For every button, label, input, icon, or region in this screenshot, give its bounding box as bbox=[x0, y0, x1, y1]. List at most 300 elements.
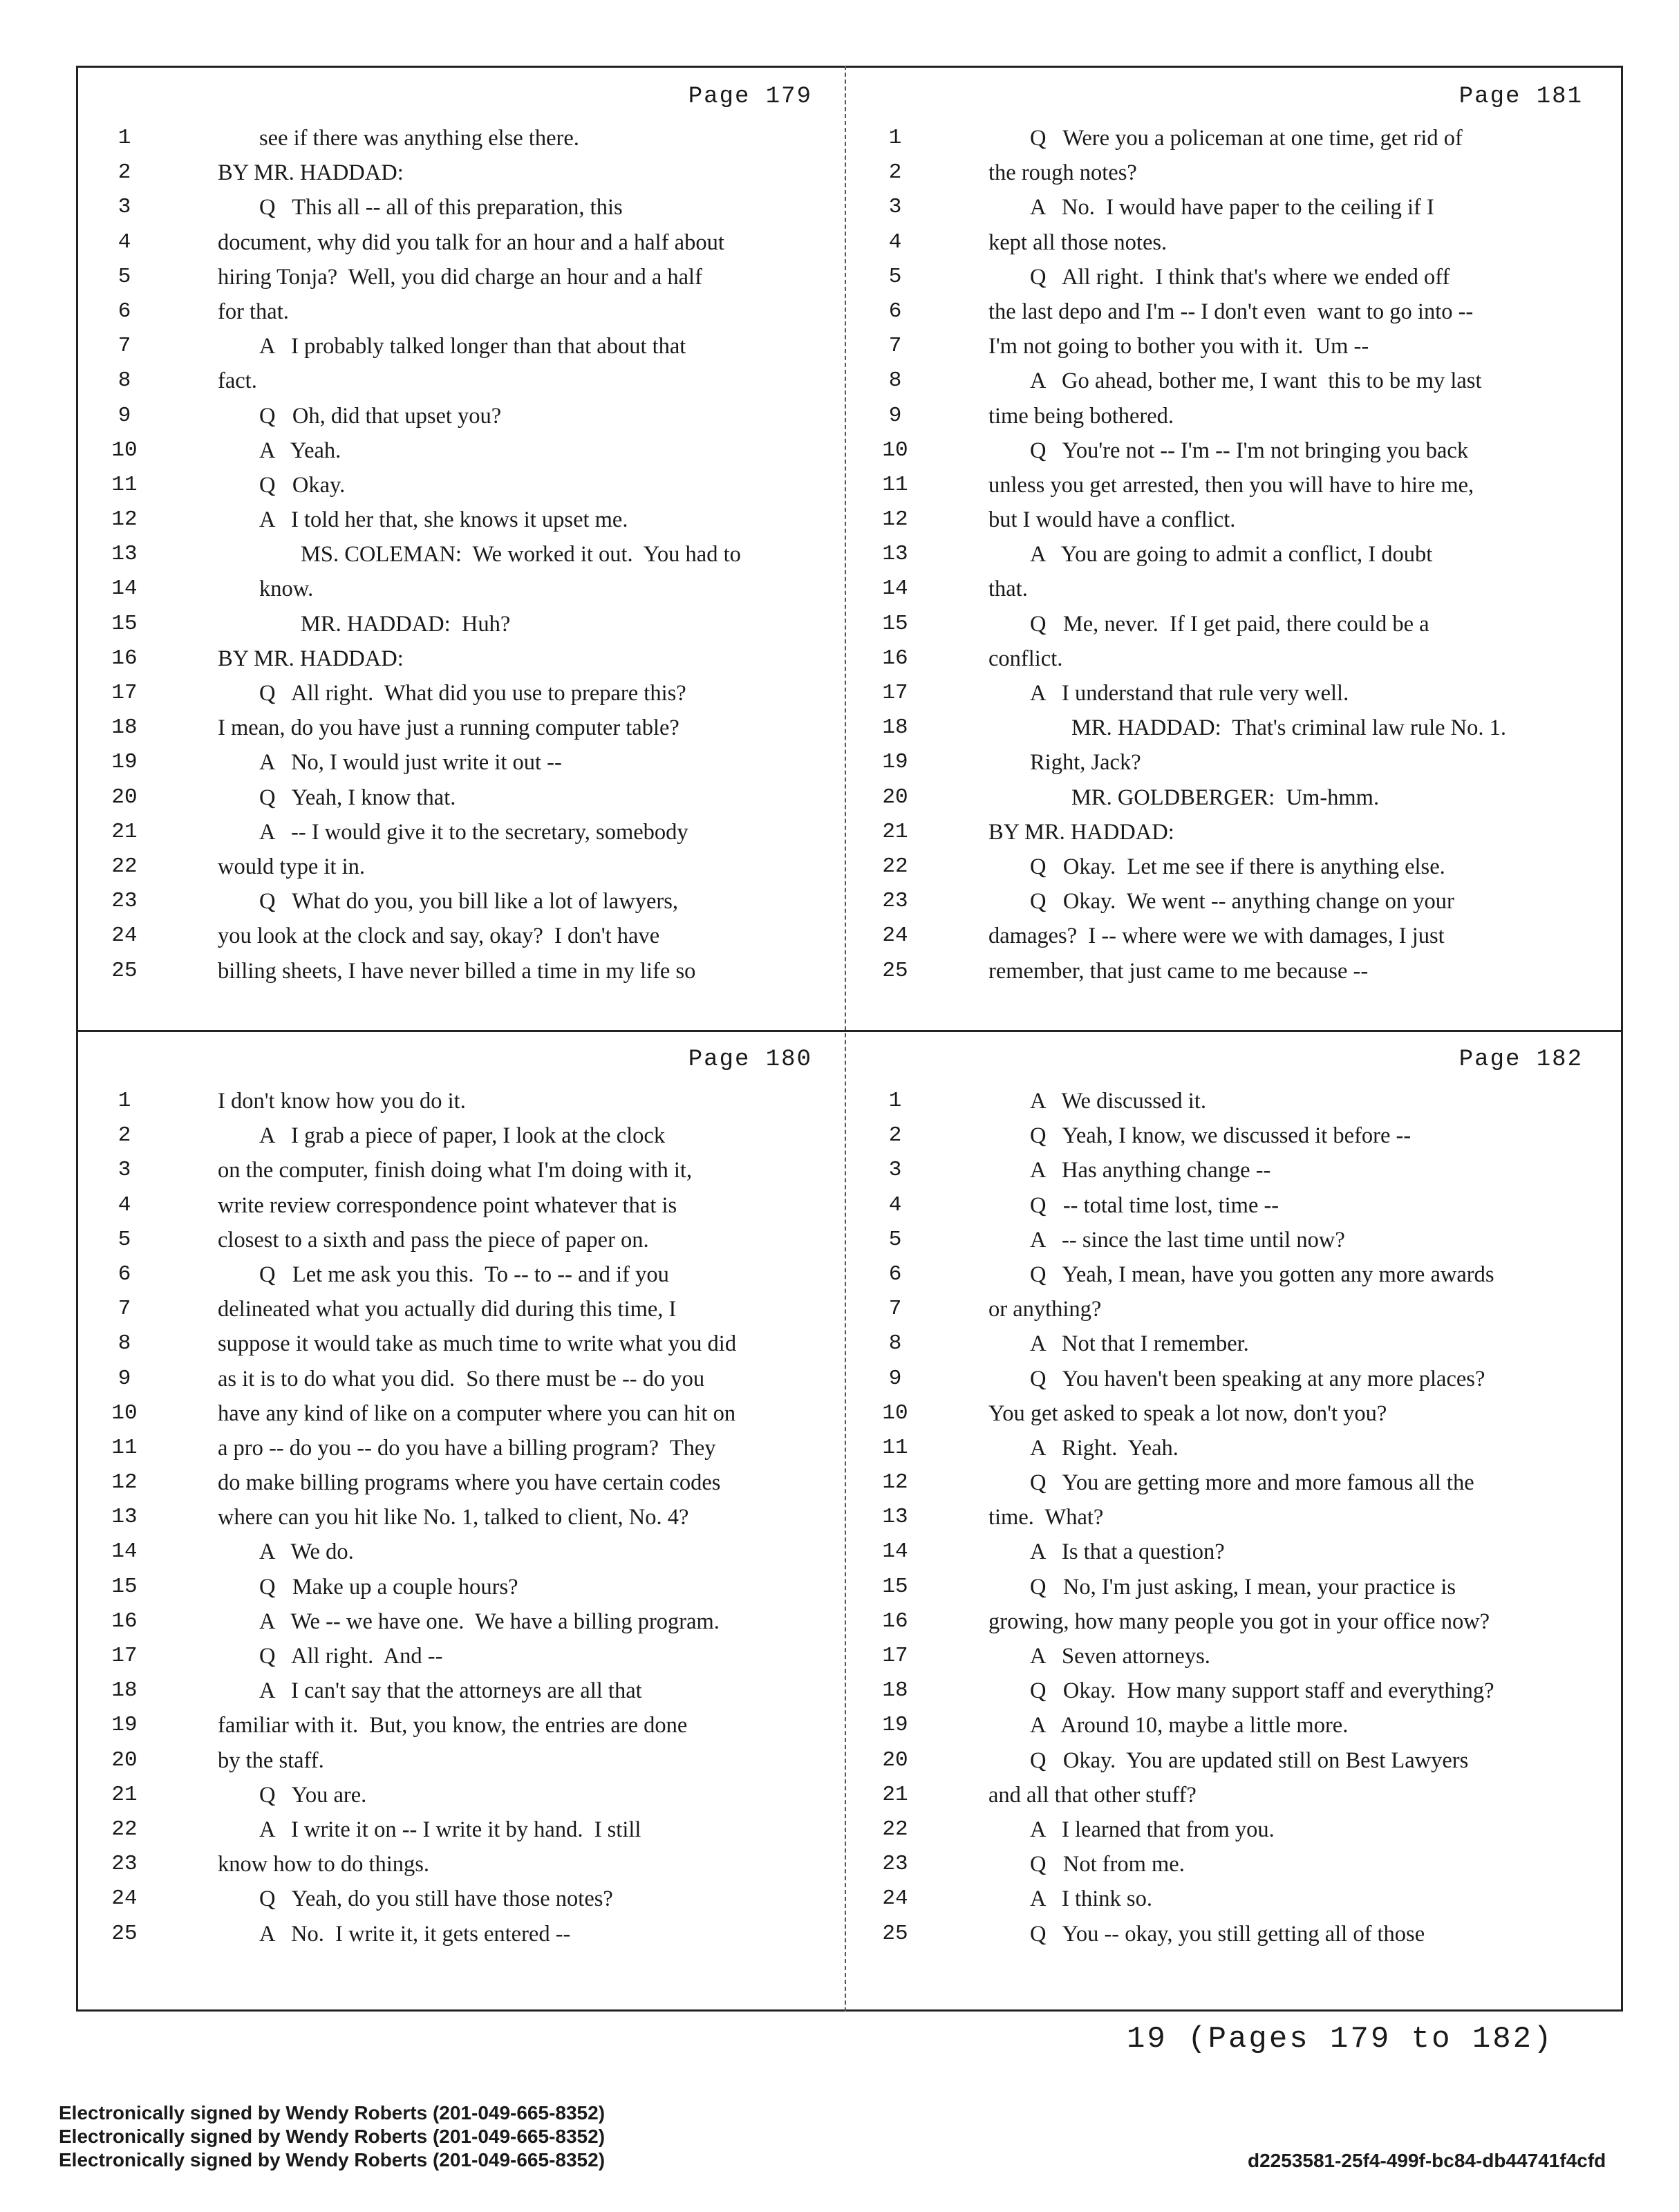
transcript-line bbox=[857, 1639, 1611, 1674]
line-number: 14 bbox=[111, 577, 138, 601]
line-text: you look at the clock and say, okay? I don't have bbox=[218, 924, 660, 949]
line-text: Q Make up a couple hours? bbox=[259, 1574, 518, 1600]
line-number: 16 bbox=[882, 1609, 908, 1633]
transcript-line bbox=[86, 1604, 840, 1639]
line-number: 11 bbox=[111, 1435, 138, 1460]
line-text: Q This all -- all of this preparation, this bbox=[259, 195, 623, 221]
line-number: 11 bbox=[882, 1435, 908, 1460]
horizontal-divider bbox=[76, 1030, 1623, 1032]
line-text: You get asked to speak a lot now, don't you? bbox=[988, 1400, 1387, 1426]
line-text: Q Yeah, I know, we discussed it before -- bbox=[1030, 1123, 1411, 1149]
transcript-line bbox=[857, 641, 1611, 676]
line-number: 25 bbox=[882, 1921, 908, 1946]
transcript-line bbox=[86, 468, 840, 503]
line-number: 1 bbox=[118, 1089, 131, 1113]
line-number: 20 bbox=[882, 785, 908, 809]
line-number: 15 bbox=[111, 611, 138, 636]
line-number: 22 bbox=[882, 854, 908, 879]
transcript-line bbox=[857, 1223, 1611, 1257]
line-text: fact. bbox=[218, 368, 257, 394]
line-number: 19 bbox=[111, 750, 138, 775]
line-number: 17 bbox=[111, 681, 138, 705]
transcript-line bbox=[857, 1362, 1611, 1396]
line-text: MR. GOLDBERGER: Um-hmm. bbox=[1071, 785, 1380, 810]
transcript-line bbox=[857, 676, 1611, 711]
line-number: 12 bbox=[111, 507, 138, 532]
transcript-line bbox=[857, 260, 1611, 294]
page-header: Page 181 bbox=[1458, 84, 1583, 110]
line-text: document, why did you talk for an hour and a half about bbox=[218, 229, 724, 255]
line-number: 17 bbox=[882, 1644, 908, 1668]
line-text: growing, how many people you got in your office now? bbox=[988, 1609, 1490, 1634]
transcript-line bbox=[86, 1396, 840, 1431]
transcript-line bbox=[86, 329, 840, 364]
line-text: I don't know how you do it. bbox=[218, 1089, 466, 1114]
transcript-line bbox=[857, 1604, 1611, 1639]
transcript-line bbox=[857, 919, 1611, 953]
line-number: 18 bbox=[111, 715, 138, 740]
line-number: 24 bbox=[882, 1886, 908, 1911]
transcript-line bbox=[86, 1674, 840, 1708]
line-text: and all that other stuff? bbox=[988, 1782, 1197, 1808]
line-number: 14 bbox=[882, 577, 908, 601]
line-number: 13 bbox=[111, 1505, 138, 1530]
line-number: 3 bbox=[118, 195, 131, 220]
line-number: 3 bbox=[118, 1158, 131, 1183]
line-text: MR. HADDAD: Huh? bbox=[301, 611, 511, 637]
line-number: 10 bbox=[882, 438, 908, 462]
transcript-line bbox=[857, 711, 1611, 745]
line-text: Q All right. And -- bbox=[259, 1644, 443, 1669]
line-text: Q Me, never. If I get paid, there could be a bbox=[1030, 611, 1429, 637]
line-text: I mean, do you have just a running computer table? bbox=[218, 715, 679, 741]
transcript-line bbox=[86, 190, 840, 225]
line-number: 20 bbox=[111, 785, 138, 809]
transcript-line bbox=[857, 572, 1611, 606]
page-header: Page 182 bbox=[1458, 1047, 1583, 1073]
line-number: 15 bbox=[111, 1574, 138, 1599]
transcript-line bbox=[857, 607, 1611, 641]
transcript-line bbox=[857, 1292, 1611, 1327]
transcript-line bbox=[857, 1570, 1611, 1604]
transcript-line bbox=[86, 1465, 840, 1500]
line-number: 24 bbox=[111, 1886, 138, 1911]
line-text: Q All right. I think that's where we ended off bbox=[1030, 264, 1450, 290]
line-number: 2 bbox=[118, 160, 131, 185]
transcript-line bbox=[86, 1118, 840, 1153]
line-number: 14 bbox=[111, 1539, 138, 1564]
line-number: 21 bbox=[882, 1782, 908, 1807]
line-number: 20 bbox=[882, 1747, 908, 1772]
document-id: d2253581-25f4-499f-bc84-db44741f4cfd bbox=[1248, 2150, 1606, 2171]
line-text: A No, I would just write it out -- bbox=[259, 750, 562, 776]
line-text: delineated what you actually did during this time, I bbox=[218, 1297, 677, 1322]
transcript-line bbox=[86, 1257, 840, 1292]
line-text: Q You're not -- I'm -- I'm not bringing you back bbox=[1030, 438, 1469, 463]
transcript-line bbox=[857, 1708, 1611, 1743]
transcript-line bbox=[857, 399, 1611, 433]
line-text: suppose it would take as much time to write what you did bbox=[218, 1331, 737, 1357]
line-text: the last depo and I'm -- I don't even want to go into -- bbox=[988, 299, 1474, 324]
line-text: unless you get arrested, then you will have to hire me, bbox=[988, 472, 1474, 498]
line-text: know how to do things. bbox=[218, 1852, 430, 1877]
transcript-line bbox=[857, 745, 1611, 780]
transcript-line bbox=[857, 1465, 1611, 1500]
line-number: 5 bbox=[888, 264, 902, 289]
transcript-line bbox=[86, 607, 840, 641]
line-number: 9 bbox=[118, 1366, 131, 1391]
line-text: Q You are getting more and more famous all the bbox=[1030, 1470, 1474, 1496]
transcript-line bbox=[857, 329, 1611, 364]
line-text: A -- I would give it to the secretary, somebody bbox=[259, 819, 688, 845]
transcript-line bbox=[86, 676, 840, 711]
transcript-line bbox=[86, 1639, 840, 1674]
transcript-line bbox=[86, 294, 840, 329]
line-text: BY MR. HADDAD: bbox=[218, 160, 404, 186]
line-number: 8 bbox=[118, 1331, 131, 1356]
line-number: 23 bbox=[882, 1852, 908, 1877]
transcript-line bbox=[857, 850, 1611, 884]
line-text: MS. COLEMAN: We worked it out. You had to bbox=[301, 542, 741, 568]
line-text: Q Okay. You are updated still on Best Lawyers bbox=[1030, 1747, 1469, 1773]
line-text: Q What do you, you bill like a lot of lawyers, bbox=[259, 889, 678, 915]
signature-line: Electronically signed by Wendy Roberts (201-049-665-8352) bbox=[59, 2102, 606, 2124]
line-number: 8 bbox=[888, 368, 902, 393]
line-text: as it is to do what you did. So there must be -- do you bbox=[218, 1366, 705, 1391]
line-text: Q All right. What did you use to prepare this? bbox=[259, 681, 686, 706]
transcript-line bbox=[857, 433, 1611, 468]
line-text: time. What? bbox=[988, 1505, 1104, 1530]
line-number: 13 bbox=[111, 542, 138, 567]
line-text: A Has anything change -- bbox=[1030, 1158, 1271, 1183]
line-number: 21 bbox=[111, 819, 138, 844]
line-number: 16 bbox=[882, 646, 908, 671]
transcript-line bbox=[857, 1743, 1611, 1778]
line-text: A Seven attorneys. bbox=[1030, 1644, 1210, 1669]
line-text: A I probably talked longer than that about that bbox=[259, 334, 686, 359]
transcript-line bbox=[857, 364, 1611, 398]
transcript-line bbox=[86, 156, 840, 190]
line-text: Q Oh, did that upset you? bbox=[259, 403, 502, 429]
line-text: Q Yeah, I mean, have you gotten any more awards bbox=[1030, 1262, 1494, 1287]
line-text: A -- since the last time until now? bbox=[1030, 1227, 1345, 1253]
line-number: 13 bbox=[882, 1505, 908, 1530]
line-number: 7 bbox=[118, 1297, 131, 1322]
line-text: A Go ahead, bother me, I want this to be my last bbox=[1030, 368, 1482, 394]
line-number: 15 bbox=[882, 1574, 908, 1599]
line-text: A No. I write it, it gets entered -- bbox=[259, 1921, 571, 1947]
transcript-line bbox=[86, 850, 840, 884]
transcript-line bbox=[857, 537, 1611, 572]
transcript-line bbox=[86, 1500, 840, 1535]
transcript-line bbox=[86, 780, 840, 815]
line-number: 23 bbox=[882, 889, 908, 914]
transcript-line bbox=[86, 503, 840, 537]
line-number: 17 bbox=[111, 1644, 138, 1668]
page-182-panel bbox=[857, 1042, 1611, 1989]
transcript-line bbox=[86, 572, 840, 606]
line-number: 22 bbox=[111, 854, 138, 879]
transcript-line bbox=[857, 1257, 1611, 1292]
line-text: billing sheets, I have never billed a time in my life so bbox=[218, 958, 696, 984]
line-text: know. bbox=[259, 577, 314, 602]
line-text: Q Not from me. bbox=[1030, 1852, 1185, 1877]
line-number: 7 bbox=[888, 334, 902, 359]
signature-line: Electronically signed by Wendy Roberts (201-049-665-8352) bbox=[59, 2126, 606, 2147]
transcript-line bbox=[86, 1708, 840, 1743]
line-text: A Not that I remember. bbox=[1030, 1331, 1249, 1357]
transcript-line bbox=[86, 954, 840, 988]
line-text: would type it in. bbox=[218, 854, 366, 879]
line-number: 7 bbox=[118, 334, 131, 359]
line-text: conflict. bbox=[988, 646, 1063, 671]
transcript-line bbox=[86, 815, 840, 850]
line-number: 16 bbox=[111, 646, 138, 671]
line-number: 11 bbox=[111, 472, 138, 497]
line-number: 3 bbox=[888, 195, 902, 220]
transcript-line bbox=[86, 1188, 840, 1223]
line-number: 13 bbox=[882, 542, 908, 567]
transcript-line bbox=[857, 503, 1611, 537]
line-text: A I think so. bbox=[1030, 1886, 1152, 1912]
transcript-line bbox=[857, 1431, 1611, 1465]
line-text: A I understand that rule very well. bbox=[1030, 681, 1349, 706]
line-number: 2 bbox=[888, 1123, 902, 1148]
transcript-line bbox=[86, 919, 840, 953]
line-number: 18 bbox=[882, 715, 908, 740]
transcript-line bbox=[86, 1292, 840, 1327]
transcript-line bbox=[857, 815, 1611, 850]
transcript-line bbox=[857, 1674, 1611, 1708]
line-number: 6 bbox=[118, 1262, 131, 1286]
transcript-lines bbox=[857, 1084, 1611, 1951]
signature-block bbox=[59, 2101, 605, 2172]
line-number: 21 bbox=[111, 1782, 138, 1807]
line-text: or anything? bbox=[988, 1297, 1102, 1322]
line-text: BY MR. HADDAD: bbox=[988, 819, 1174, 845]
transcript-line bbox=[86, 1223, 840, 1257]
transcript-line bbox=[857, 1847, 1611, 1882]
transcript-line bbox=[86, 641, 840, 676]
line-text: Q -- total time lost, time -- bbox=[1030, 1192, 1279, 1218]
transcript-line bbox=[86, 1327, 840, 1361]
transcript-line bbox=[86, 433, 840, 468]
line-text: Q Yeah, do you still have those notes? bbox=[259, 1886, 613, 1912]
line-text: damages? I -- where were we with damages, I just bbox=[988, 924, 1445, 949]
transcript-line bbox=[86, 711, 840, 745]
line-number: 18 bbox=[882, 1678, 908, 1703]
page-181-panel bbox=[857, 79, 1611, 1027]
line-text: for that. bbox=[218, 299, 289, 324]
line-number: 9 bbox=[888, 403, 902, 428]
page-180-panel bbox=[86, 1042, 840, 1989]
line-text: Q Were you a policeman at one time, get rid of bbox=[1030, 126, 1463, 151]
line-text: Q You are. bbox=[259, 1782, 367, 1808]
line-text: A I can't say that the attorneys are all that bbox=[259, 1678, 642, 1704]
line-number: 9 bbox=[118, 403, 131, 428]
line-number: 6 bbox=[118, 299, 131, 324]
line-text: time being bothered. bbox=[988, 403, 1174, 429]
line-number: 24 bbox=[111, 924, 138, 948]
transcript-line bbox=[857, 468, 1611, 503]
transcript-lines bbox=[86, 1084, 840, 1951]
line-text: but I would have a conflict. bbox=[988, 507, 1236, 533]
transcript-line bbox=[857, 1118, 1611, 1153]
line-text: A Is that a question? bbox=[1030, 1539, 1225, 1565]
line-text: A Around 10, maybe a little more. bbox=[1030, 1713, 1349, 1738]
transcript-line bbox=[857, 1188, 1611, 1223]
line-number: 11 bbox=[882, 472, 908, 497]
transcript-line bbox=[86, 1362, 840, 1396]
transcript-line bbox=[86, 884, 840, 919]
line-number: 17 bbox=[882, 681, 908, 705]
line-number: 6 bbox=[888, 1262, 902, 1286]
transcript-line bbox=[86, 1812, 840, 1847]
transcript-line bbox=[86, 1778, 840, 1812]
line-number: 24 bbox=[882, 924, 908, 948]
line-number: 16 bbox=[111, 1609, 138, 1633]
line-number: 12 bbox=[882, 507, 908, 532]
transcript-line bbox=[857, 1535, 1611, 1569]
line-text: A We -- we have one. We have a billing program. bbox=[259, 1609, 720, 1634]
transcript-line bbox=[857, 1882, 1611, 1916]
line-text: Q Okay. How many support staff and everything? bbox=[1030, 1678, 1494, 1704]
transcript-line bbox=[857, 121, 1611, 156]
transcript-line bbox=[857, 1778, 1611, 1812]
transcript-line bbox=[86, 1743, 840, 1778]
line-number: 14 bbox=[882, 1539, 908, 1564]
line-number: 10 bbox=[111, 1400, 138, 1425]
line-text: hiring Tonja? Well, you did charge an hour and a half bbox=[218, 264, 702, 290]
line-text: A Yeah. bbox=[259, 438, 341, 463]
transcript-line bbox=[857, 1327, 1611, 1361]
line-number: 4 bbox=[118, 229, 131, 254]
line-text: Q Yeah, I know that. bbox=[259, 785, 456, 810]
transcript-line bbox=[857, 1500, 1611, 1535]
transcript-line bbox=[857, 954, 1611, 988]
transcript-line bbox=[857, 1812, 1611, 1847]
line-number: 25 bbox=[111, 958, 138, 983]
line-text: write review correspondence point whatever that is bbox=[218, 1192, 677, 1218]
line-text: Q You -- okay, you still getting all of those bbox=[1030, 1921, 1425, 1947]
line-text: do make billing programs where you have certain codes bbox=[218, 1470, 721, 1496]
line-text: on the computer, finish doing what I'm doing with it, bbox=[218, 1158, 693, 1183]
transcript-line bbox=[857, 780, 1611, 815]
line-text: A I learned that from you. bbox=[1030, 1817, 1275, 1842]
line-number: 23 bbox=[111, 1852, 138, 1877]
pages-range-label: 19 (Pages 179 to 182) bbox=[1127, 2022, 1554, 2056]
line-number: 12 bbox=[882, 1470, 908, 1495]
line-text: a pro -- do you -- do you have a billing program? They bbox=[218, 1435, 716, 1461]
line-text: A We do. bbox=[259, 1539, 354, 1565]
line-number: 19 bbox=[882, 1713, 908, 1738]
line-number: 3 bbox=[888, 1158, 902, 1183]
line-number: 1 bbox=[888, 126, 902, 150]
line-text: MR. HADDAD: That's criminal law rule No. 1. bbox=[1071, 715, 1506, 741]
line-text: the rough notes? bbox=[988, 160, 1137, 186]
line-number: 2 bbox=[118, 1123, 131, 1148]
transcript-line bbox=[86, 1535, 840, 1569]
transcript-line bbox=[86, 1882, 840, 1916]
transcript-line bbox=[857, 1396, 1611, 1431]
line-number: 18 bbox=[111, 1678, 138, 1703]
transcript-line bbox=[86, 1153, 840, 1188]
line-number: 12 bbox=[111, 1470, 138, 1495]
line-text: Q Okay. bbox=[259, 472, 346, 498]
line-text: Q You haven't been speaking at any more places? bbox=[1030, 1366, 1485, 1391]
line-text: Q Let me ask you this. To -- to -- and if you bbox=[259, 1262, 669, 1287]
transcript-line bbox=[86, 537, 840, 572]
transcript-line bbox=[86, 225, 840, 260]
line-number: 4 bbox=[888, 229, 902, 254]
signature-line: Electronically signed by Wendy Roberts (201-049-665-8352) bbox=[59, 2149, 606, 2171]
line-text: A I grab a piece of paper, I look at the clock bbox=[259, 1123, 666, 1149]
line-text: Q No, I'm just asking, I mean, your practice is bbox=[1030, 1574, 1456, 1600]
line-number: 1 bbox=[888, 1089, 902, 1113]
transcript-lines bbox=[857, 121, 1611, 988]
page-179-panel bbox=[86, 79, 840, 1027]
line-number: 23 bbox=[111, 889, 138, 914]
line-number: 19 bbox=[882, 750, 908, 775]
line-number: 9 bbox=[888, 1366, 902, 1391]
transcript-line bbox=[86, 1917, 840, 1951]
line-number: 5 bbox=[118, 264, 131, 289]
line-number: 10 bbox=[882, 1400, 908, 1425]
line-text: A I told her that, she knows it upset me. bbox=[259, 507, 628, 533]
line-text: Right, Jack? bbox=[1030, 750, 1141, 776]
line-number: 7 bbox=[888, 1297, 902, 1322]
line-number: 6 bbox=[888, 299, 902, 324]
transcript-line bbox=[86, 121, 840, 156]
line-text: I'm not going to bother you with it. Um -- bbox=[988, 334, 1369, 359]
line-number: 5 bbox=[118, 1227, 131, 1252]
line-number: 20 bbox=[111, 1747, 138, 1772]
vertical-divider bbox=[845, 66, 846, 2012]
transcript-line bbox=[857, 1917, 1611, 1951]
page-header: Page 179 bbox=[688, 84, 812, 110]
line-text: BY MR. HADDAD: bbox=[218, 646, 404, 671]
line-text: by the staff. bbox=[218, 1747, 324, 1773]
line-text: Q Okay. Let me see if there is anything else. bbox=[1030, 854, 1445, 879]
transcript-line bbox=[857, 294, 1611, 329]
line-text: that. bbox=[988, 577, 1028, 602]
line-text: have any kind of like on a computer where you can hit on bbox=[218, 1400, 736, 1426]
line-number: 21 bbox=[882, 819, 908, 844]
line-text: A We discussed it. bbox=[1030, 1089, 1206, 1114]
page-header: Page 180 bbox=[688, 1047, 812, 1073]
line-number: 19 bbox=[111, 1713, 138, 1738]
transcript-line bbox=[86, 1847, 840, 1882]
line-number: 25 bbox=[111, 1921, 138, 1946]
transcript-line bbox=[857, 225, 1611, 260]
line-number: 8 bbox=[888, 1331, 902, 1356]
line-text: A No. I would have paper to the ceiling if I bbox=[1030, 195, 1434, 221]
transcript-line bbox=[86, 1570, 840, 1604]
transcript-line bbox=[857, 190, 1611, 225]
transcript-line bbox=[857, 156, 1611, 190]
transcript-lines bbox=[86, 121, 840, 988]
transcript-line bbox=[857, 1084, 1611, 1118]
line-text: A Right. Yeah. bbox=[1030, 1435, 1179, 1461]
transcript-line bbox=[86, 260, 840, 294]
line-text: kept all those notes. bbox=[988, 229, 1167, 255]
transcript-line bbox=[86, 364, 840, 398]
line-text: remember, that just came to me because -- bbox=[988, 958, 1369, 984]
transcript-line bbox=[86, 399, 840, 433]
transcript-line bbox=[86, 1431, 840, 1465]
line-text: familiar with it. But, you know, the entries are done bbox=[218, 1713, 688, 1738]
transcript-line bbox=[86, 745, 840, 780]
